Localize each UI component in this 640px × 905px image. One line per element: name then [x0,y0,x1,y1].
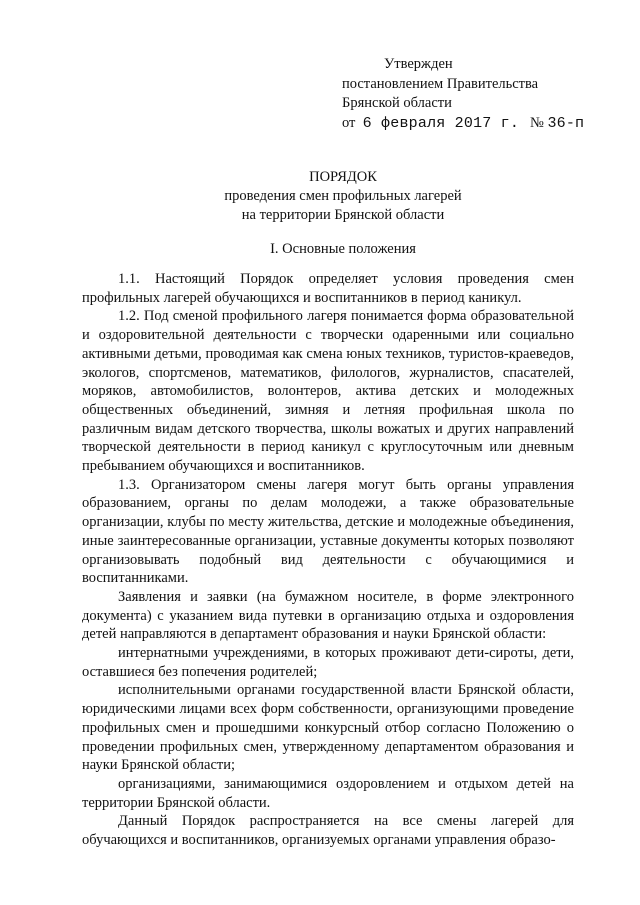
paragraph-applications: Заявления и заявки (на бумажном носителе, в форме электронного документа) с указанием вида путевки в организацию отдыха и оздоровления детей направляются в департамент образования и науки Брянской области: [82,588,574,643]
paragraph-list-item-2: исполнительными органами государственной власти Брянской области, юридическими лицами всех форм собственности, организующими проведение профильных смен и прошедшими конкурсный отбор согласно Положению о проведении профильных смен, утвержденному департаментом образования и науки Брянской области; [82,682,574,774]
approval-line-resolution: постановлением Правительства [342,75,539,92]
document-body [82,270,574,850]
approval-line-date [342,114,584,134]
number-value: 36-п [547,114,585,132]
approval-stamp [342,55,584,133]
document-title: ПОРЯДОК [309,169,377,185]
paragraph-1-3: 1.3. Организатором смены лагеря могут быть органы управления образованием, органы по делам молодежи, а также образовательные организации, клубы по месту жительства, детские и молодежные объединения, иные заинтересованные организации, уставные документы которых позволяют организовывать подобный вид деятельности с обучающимися и воспитанниками. [82,476,574,587]
paragraph-scope: Данный Порядок распространяется на все смены лагерей для обучающихся и воспитанников, организуемых органами управления образо- [82,813,574,849]
document-subtitle-2: на территории Брянской области [241,207,445,223]
number-label: № [529,114,544,131]
paragraph-1-2: 1.2. Под сменой профильного лагеря понимается форма образовательной и оздоровительной деятельности с творчески одаренными или социально активными детьми, проводимая как смена юных техников, туристов-краеведов, экологов, спортсменов, математиков, филологов, журналистов, спасателей, моряков, автомобилистов, волонтеров, актива детских и молодежных общественных объединений, зимняя и летняя профильная школа по различным видам детского творчества, школы вожатых и других направлений творческой деятельности в период каникул с круглосуточным или дневным пребыванием обучающихся и воспитанников. [82,308,574,475]
paragraph-list-item-3: организациями, занимающимися оздоровлением и отдыхом детей на территории Брянской области. [82,775,574,811]
paragraph-1-1: 1.1. Настоящий Порядок определяет условия проведения смен профильных лагерей обучающихся и воспитанников в период каникул. [82,271,574,306]
section-title: I. Основные положения [270,241,416,257]
paragraph-list-item-1: интернатными учреждениями, в которых проживают дети-сироты, дети, оставшиеся без попечения родителей; [82,645,574,680]
date-value: 6 февраля 2017 г. [362,114,520,132]
date-prefix: от [342,114,356,131]
document-title-block [88,168,598,225]
approval-line-approved: Утвержден [384,56,453,72]
document-subtitle-1: проведения смен профильных лагерей [224,188,462,204]
approval-line-region: Брянской области [342,95,452,111]
